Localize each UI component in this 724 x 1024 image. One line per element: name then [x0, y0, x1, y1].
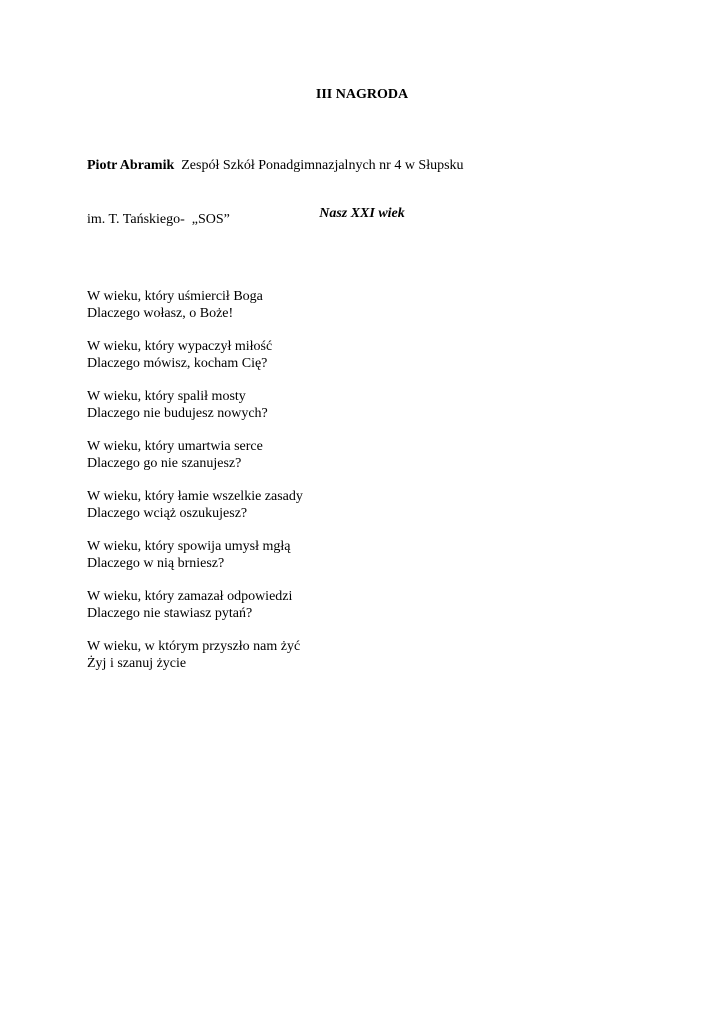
author-block: [87, 121, 464, 265]
poem-line: W wieku, który zamazał odpowiedzi: [87, 589, 293, 604]
school-patron-line: im. T. Tańskiego- „SOS”: [87, 212, 230, 227]
poem-line: Dlaczego nie budujesz nowych?: [87, 406, 268, 421]
poem-line: W wieku, który łamie wszelkie zasady: [87, 489, 303, 504]
poem-line: W wieku, w którym przyszło nam żyć: [87, 639, 301, 654]
author-line: [87, 157, 464, 175]
stanza: [87, 338, 303, 372]
stanza: [87, 538, 303, 572]
poem-line: W wieku, który spalił mosty: [87, 389, 246, 404]
school-name: Zespół Szkół Ponadgimnazjalnych nr 4 w Słupsku: [174, 158, 464, 173]
stanza: [87, 588, 303, 622]
poem-line: Dlaczego mówisz, kocham Cię?: [87, 356, 268, 371]
stanza: [87, 388, 303, 422]
poem-line: Dlaczego wołasz, o Boże!: [87, 306, 234, 321]
stanza: [87, 288, 303, 322]
poem-line: W wieku, który umartwia serce: [87, 439, 263, 454]
poem-line: W wieku, który uśmiercił Boga: [87, 289, 263, 304]
poem-line: Dlaczego wciąż oszukujesz?: [87, 506, 248, 521]
poem-line: Żyj i szanuj życie: [87, 656, 187, 671]
poem-body: [87, 288, 303, 688]
poem-line: Dlaczego nie stawiasz pytań?: [87, 606, 253, 621]
poem-line: W wieku, który wypaczył miłość: [87, 339, 273, 354]
stanza: [87, 638, 303, 672]
poem-title: Nasz XXI wiek: [319, 206, 405, 221]
poem-line: Dlaczego w nią brniesz?: [87, 556, 225, 571]
stanza: [87, 488, 303, 522]
award-heading: III NAGRODA: [315, 87, 409, 102]
poem-line: Dlaczego go nie szanujesz?: [87, 456, 242, 471]
poem-line: W wieku, który spowija umysł mgłą: [87, 539, 291, 554]
author-name: Piotr Abramik: [87, 158, 175, 173]
stanza: [87, 438, 303, 472]
